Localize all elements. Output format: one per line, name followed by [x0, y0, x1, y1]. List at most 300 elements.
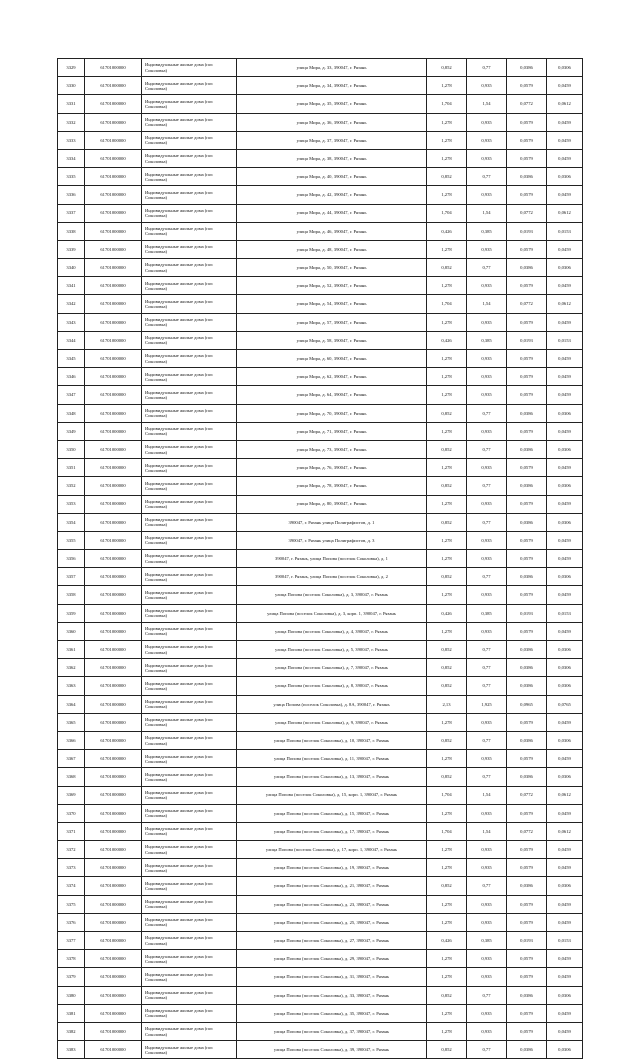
- row-number-cell: 3368: [58, 768, 85, 786]
- table-row: [58, 168, 583, 186]
- table-row: [58, 113, 583, 131]
- row-number-cell: 3370: [58, 804, 85, 822]
- oktmo-code-cell: 61701000000: [85, 149, 142, 167]
- value4-cell: 0,0306: [547, 877, 583, 895]
- value4-cell: 0,0459: [547, 149, 583, 167]
- value1-cell: 1,278: [427, 750, 467, 768]
- value2-cell: 1,54: [467, 786, 507, 804]
- building-type-cell: Индивидуальные жилые дома (пос Соколовка): [142, 350, 237, 368]
- building-type-cell: Индивидуальные жилые дома (пос Соколовка): [142, 240, 237, 258]
- value2-cell: 0,77: [467, 568, 507, 586]
- value4-cell: 0,0459: [547, 240, 583, 258]
- value2-cell: 0,77: [467, 677, 507, 695]
- value3-cell: 0,0386: [507, 259, 547, 277]
- table-row: [58, 622, 583, 640]
- value2-cell: 0,385: [467, 932, 507, 950]
- value3-cell: 0,0772: [507, 95, 547, 113]
- value3-cell: 0,0579: [507, 950, 547, 968]
- value1-cell: 1,278: [427, 368, 467, 386]
- value1-cell: 1,278: [427, 622, 467, 640]
- building-type-cell: Индивидуальные жилые дома (пос Соколовка): [142, 59, 237, 77]
- value4-cell: 0,0306: [547, 677, 583, 695]
- value4-cell: 0,0459: [547, 113, 583, 131]
- table-row: [58, 59, 583, 77]
- address-cell: улица Мира, д. 48, 390047, г. Рязань: [237, 240, 427, 258]
- address-cell: улица Попова (поселок Соколовка), д. 3, корп. 1, 390047, г. Рязань: [237, 604, 427, 622]
- value2-cell: 0,935: [467, 913, 507, 931]
- value2-cell: 0,935: [467, 1022, 507, 1040]
- value1-cell: 0,852: [427, 659, 467, 677]
- value2-cell: 0,935: [467, 622, 507, 640]
- row-number-cell: 3350: [58, 440, 85, 458]
- value2-cell: 0,77: [467, 641, 507, 659]
- value2-cell: 0,935: [467, 895, 507, 913]
- value4-cell: 0,0459: [547, 950, 583, 968]
- oktmo-code-cell: 61701000000: [85, 131, 142, 149]
- value1-cell: 0,852: [427, 641, 467, 659]
- building-type-cell: Индивидуальные жилые дома (пос Соколовка): [142, 841, 237, 859]
- row-number-cell: 3369: [58, 786, 85, 804]
- building-type-cell: Индивидуальные жилые дома (пос Соколовка): [142, 259, 237, 277]
- value4-cell: 0,0306: [547, 768, 583, 786]
- oktmo-code-cell: 61701000000: [85, 622, 142, 640]
- table-row: [58, 841, 583, 859]
- row-number-cell: 3341: [58, 277, 85, 295]
- value2-cell: 0,77: [467, 59, 507, 77]
- building-type-cell: Индивидуальные жилые дома (пос Соколовка): [142, 77, 237, 95]
- value4-cell: 0,0612: [547, 204, 583, 222]
- address-cell: улица Попова (поселок Соколовка), д. 3, 390047, г. Рязань: [237, 586, 427, 604]
- value3-cell: 0,0386: [507, 677, 547, 695]
- table-row: [58, 895, 583, 913]
- oktmo-code-cell: 61701000000: [85, 604, 142, 622]
- value2-cell: 0,935: [467, 313, 507, 331]
- value4-cell: 0,0306: [547, 168, 583, 186]
- value4-cell: 0,0153: [547, 932, 583, 950]
- table-row: [58, 204, 583, 222]
- address-cell: улица Попова (поселок Соколовка), д. 29, 390047, г. Рязань: [237, 950, 427, 968]
- value4-cell: 0,0459: [547, 350, 583, 368]
- address-cell: улица Попова (поселок Соколовка), д. 8А, 390047, г. Рязань: [237, 695, 427, 713]
- value1-cell: 1,278: [427, 131, 467, 149]
- building-type-cell: Индивидуальные жилые дома (пос Соколовка): [142, 677, 237, 695]
- address-cell: улица Мира, д. 44, 390047, г. Рязань: [237, 204, 427, 222]
- building-type-cell: Индивидуальные жилые дома (пос Соколовка): [142, 659, 237, 677]
- oktmo-code-cell: 61701000000: [85, 1022, 142, 1040]
- oktmo-code-cell: 61701000000: [85, 659, 142, 677]
- address-cell: улица Мира, д. 80, 390047, г. Рязань: [237, 495, 427, 513]
- oktmo-code-cell: 61701000000: [85, 168, 142, 186]
- value4-cell: 0,0306: [547, 986, 583, 1004]
- value1-cell: 1,278: [427, 895, 467, 913]
- value4-cell: 0,0306: [547, 440, 583, 458]
- building-type-cell: Индивидуальные жилые дома (пос Соколовка): [142, 331, 237, 349]
- address-cell: улица Мира, д. 42, 390047, г. Рязань: [237, 186, 427, 204]
- value2-cell: 0,77: [467, 731, 507, 749]
- oktmo-code-cell: 61701000000: [85, 750, 142, 768]
- row-number-cell: 3348: [58, 404, 85, 422]
- building-type-cell: Индивидуальные жилые дома (пос Соколовка): [142, 313, 237, 331]
- oktmo-code-cell: 61701000000: [85, 222, 142, 240]
- table-row: [58, 222, 583, 240]
- table-row: [58, 859, 583, 877]
- value3-cell: 0,0386: [507, 731, 547, 749]
- value3-cell: 0,0772: [507, 822, 547, 840]
- value1-cell: 2,13: [427, 695, 467, 713]
- oktmo-code-cell: 61701000000: [85, 786, 142, 804]
- row-number-cell: 3373: [58, 859, 85, 877]
- value2-cell: 0,77: [467, 659, 507, 677]
- value1-cell: 1,704: [427, 786, 467, 804]
- value2-cell: 0,935: [467, 1004, 507, 1022]
- address-cell: улица Попова (поселок Соколовка), д. 31, 390047, г. Рязань: [237, 968, 427, 986]
- oktmo-code-cell: 61701000000: [85, 277, 142, 295]
- value3-cell: 0,0386: [507, 986, 547, 1004]
- table-row: [58, 713, 583, 731]
- value1-cell: 0,852: [427, 731, 467, 749]
- address-cell: улица Мира, д. 60, 390047, г. Рязань: [237, 350, 427, 368]
- oktmo-code-cell: 61701000000: [85, 1041, 142, 1059]
- value3-cell: 0,0965: [507, 695, 547, 713]
- building-type-cell: Индивидуальные жилые дома (пос Соколовка): [142, 113, 237, 131]
- value3-cell: 0,0579: [507, 495, 547, 513]
- value3-cell: 0,0579: [507, 149, 547, 167]
- value2-cell: 0,935: [467, 368, 507, 386]
- value1-cell: 0,852: [427, 168, 467, 186]
- value4-cell: 0,0459: [547, 713, 583, 731]
- value3-cell: 0,0579: [507, 550, 547, 568]
- value1-cell: 1,278: [427, 277, 467, 295]
- building-type-cell: Индивидуальные жилые дома (пос Соколовка): [142, 295, 237, 313]
- value2-cell: 0,77: [467, 477, 507, 495]
- address-cell: улица Мира, д. 62, 390047, г. Рязань: [237, 368, 427, 386]
- oktmo-code-cell: 61701000000: [85, 331, 142, 349]
- value2-cell: 0,935: [467, 186, 507, 204]
- building-type-cell: Индивидуальные жилые дома (пос Соколовка): [142, 1041, 237, 1059]
- value2-cell: 0,935: [467, 422, 507, 440]
- value1-cell: 0,852: [427, 568, 467, 586]
- address-cell: улица Мира, д. 57, 390047, г. Рязань: [237, 313, 427, 331]
- oktmo-code-cell: 61701000000: [85, 568, 142, 586]
- building-type-cell: Индивидуальные жилые дома (пос Соколовка): [142, 1022, 237, 1040]
- table-row: [58, 368, 583, 386]
- table-row: [58, 513, 583, 531]
- value4-cell: 0,0459: [547, 622, 583, 640]
- value4-cell: 0,0459: [547, 895, 583, 913]
- value2-cell: 0,935: [467, 531, 507, 549]
- table-row: [58, 1041, 583, 1059]
- value3-cell: 0,0579: [507, 859, 547, 877]
- value4-cell: 0,0459: [547, 313, 583, 331]
- value1-cell: 1,278: [427, 422, 467, 440]
- table-row: [58, 240, 583, 258]
- oktmo-code-cell: 61701000000: [85, 986, 142, 1004]
- value1-cell: 1,278: [427, 859, 467, 877]
- value3-cell: 0,0386: [507, 440, 547, 458]
- value4-cell: 0,0459: [547, 386, 583, 404]
- value1-cell: 0,852: [427, 1041, 467, 1059]
- building-type-cell: Индивидуальные жилые дома (пос Соколовка): [142, 895, 237, 913]
- value2-cell: 0,935: [467, 131, 507, 149]
- address-cell: улица Попова (поселок Соколовка), д. 15, 390047, г. Рязань: [237, 804, 427, 822]
- address-cell: улица Попова (поселок Соколовка), д. 9, 390047, г. Рязань: [237, 713, 427, 731]
- building-type-cell: Индивидуальные жилые дома (пос Соколовка): [142, 477, 237, 495]
- oktmo-code-cell: 61701000000: [85, 422, 142, 440]
- table-row: [58, 131, 583, 149]
- address-cell: улица Попова (поселок Соколовка), д. 21, 390047, г. Рязань: [237, 877, 427, 895]
- oktmo-code-cell: 61701000000: [85, 186, 142, 204]
- value3-cell: 0,0579: [507, 1022, 547, 1040]
- table-row: [58, 77, 583, 95]
- value1-cell: 0,426: [427, 604, 467, 622]
- value1-cell: 0,852: [427, 259, 467, 277]
- address-cell: улица Мира, д. 46, 390047, г. Рязань: [237, 222, 427, 240]
- address-cell: улица Попова (поселок Соколовка), д. 33, 390047, г. Рязань: [237, 986, 427, 1004]
- oktmo-code-cell: 61701000000: [85, 513, 142, 531]
- row-number-cell: 3362: [58, 659, 85, 677]
- table-row: [58, 295, 583, 313]
- value2-cell: 0,935: [467, 750, 507, 768]
- oktmo-code-cell: 61701000000: [85, 386, 142, 404]
- value4-cell: 0,0153: [547, 604, 583, 622]
- value3-cell: 0,0579: [507, 459, 547, 477]
- oktmo-code-cell: 61701000000: [85, 822, 142, 840]
- building-type-cell: Индивидуальные жилые дома (пос Соколовка): [142, 731, 237, 749]
- value3-cell: 0,0579: [507, 586, 547, 604]
- row-number-cell: 3360: [58, 622, 85, 640]
- table-row: [58, 350, 583, 368]
- table-row: [58, 986, 583, 1004]
- table-row: [58, 913, 583, 931]
- row-number-cell: 3377: [58, 932, 85, 950]
- address-cell: улица Мира, д. 70, 390047, г. Рязань: [237, 404, 427, 422]
- value4-cell: 0,0459: [547, 186, 583, 204]
- value2-cell: 1,54: [467, 822, 507, 840]
- table-row: [58, 604, 583, 622]
- value3-cell: 0,0772: [507, 786, 547, 804]
- row-number-cell: 3330: [58, 77, 85, 95]
- value2-cell: 0,385: [467, 331, 507, 349]
- value1-cell: 0,852: [427, 677, 467, 695]
- oktmo-code-cell: 61701000000: [85, 677, 142, 695]
- building-type-cell: Индивидуальные жилые дома (пос Соколовка): [142, 495, 237, 513]
- address-cell: улица Попова (поселок Соколовка), д. 17, корп. 1, 390047, г. Рязань: [237, 841, 427, 859]
- value4-cell: 0,0765: [547, 695, 583, 713]
- value1-cell: 1,278: [427, 713, 467, 731]
- building-type-cell: Индивидуальные жилые дома (пос Соколовка): [142, 568, 237, 586]
- table-row: [58, 277, 583, 295]
- value3-cell: 0,0193: [507, 331, 547, 349]
- row-number-cell: 3334: [58, 149, 85, 167]
- value2-cell: 0,77: [467, 404, 507, 422]
- oktmo-code-cell: 61701000000: [85, 932, 142, 950]
- value1-cell: 1,278: [427, 841, 467, 859]
- row-number-cell: 3361: [58, 641, 85, 659]
- building-type-cell: Индивидуальные жилые дома (пос Соколовка): [142, 804, 237, 822]
- value4-cell: 0,0459: [547, 586, 583, 604]
- table-row: [58, 932, 583, 950]
- address-cell: улица Мира, д. 64, 390047, г. Рязань: [237, 386, 427, 404]
- value2-cell: 0,935: [467, 113, 507, 131]
- value4-cell: 0,0306: [547, 731, 583, 749]
- building-type-cell: Индивидуальные жилые дома (пос Соколовка): [142, 550, 237, 568]
- value4-cell: 0,0306: [547, 259, 583, 277]
- value1-cell: 0,852: [427, 59, 467, 77]
- table-row: [58, 950, 583, 968]
- value2-cell: 0,935: [467, 277, 507, 295]
- oktmo-code-cell: 61701000000: [85, 1004, 142, 1022]
- value2-cell: 0,935: [467, 859, 507, 877]
- table-row: [58, 1022, 583, 1040]
- value1-cell: 0,852: [427, 768, 467, 786]
- building-type-cell: Индивидуальные жилые дома (пос Соколовка): [142, 531, 237, 549]
- building-type-cell: Индивидуальные жилые дома (пос Соколовка): [142, 149, 237, 167]
- address-cell: улица Мира, д. 71, 390047, г. Рязань: [237, 422, 427, 440]
- oktmo-code-cell: 61701000000: [85, 440, 142, 458]
- value1-cell: 1,278: [427, 350, 467, 368]
- row-number-cell: 3344: [58, 331, 85, 349]
- value2-cell: 1,54: [467, 295, 507, 313]
- value1-cell: 1,278: [427, 531, 467, 549]
- address-cell: улица Мира, д. 37, 390047, г. Рязань: [237, 131, 427, 149]
- table-row: [58, 440, 583, 458]
- table-row: [58, 768, 583, 786]
- row-number-cell: 3376: [58, 913, 85, 931]
- value4-cell: 0,0153: [547, 331, 583, 349]
- address-cell: улица Попова (поселок Соколовка), д. 17, 390047, г. Рязань: [237, 822, 427, 840]
- address-cell: улица Мира, д. 76, 390047, г. Рязань: [237, 459, 427, 477]
- address-cell: улица Попова (поселок Соколовка), д. 23, 390047, г. Рязань: [237, 895, 427, 913]
- value4-cell: 0,0459: [547, 459, 583, 477]
- value3-cell: 0,0579: [507, 913, 547, 931]
- value1-cell: 1,278: [427, 77, 467, 95]
- table-row: [58, 695, 583, 713]
- value3-cell: 0,0579: [507, 313, 547, 331]
- value3-cell: 0,0579: [507, 531, 547, 549]
- value4-cell: 0,0459: [547, 550, 583, 568]
- value2-cell: 0,935: [467, 495, 507, 513]
- value2-cell: 0,935: [467, 804, 507, 822]
- value2-cell: 0,935: [467, 550, 507, 568]
- row-number-cell: 3332: [58, 113, 85, 131]
- value2-cell: 0,935: [467, 841, 507, 859]
- value3-cell: 0,0579: [507, 277, 547, 295]
- value2-cell: 0,935: [467, 240, 507, 258]
- value1-cell: 0,852: [427, 477, 467, 495]
- row-number-cell: 3359: [58, 604, 85, 622]
- value3-cell: 0,0579: [507, 750, 547, 768]
- value2-cell: 0,935: [467, 77, 507, 95]
- value1-cell: 0,426: [427, 331, 467, 349]
- table-row: [58, 750, 583, 768]
- oktmo-code-cell: 61701000000: [85, 713, 142, 731]
- value3-cell: 0,0386: [507, 877, 547, 895]
- row-number-cell: 3355: [58, 531, 85, 549]
- table-row: [58, 877, 583, 895]
- value4-cell: 0,0459: [547, 368, 583, 386]
- value3-cell: 0,0579: [507, 131, 547, 149]
- address-cell: улица Мира, д. 35, 390047, г. Рязань: [237, 95, 427, 113]
- oktmo-code-cell: 61701000000: [85, 950, 142, 968]
- value4-cell: 0,0459: [547, 422, 583, 440]
- value1-cell: 1,704: [427, 822, 467, 840]
- row-number-cell: 3354: [58, 513, 85, 531]
- value4-cell: 0,0306: [547, 568, 583, 586]
- value1-cell: 0,852: [427, 877, 467, 895]
- value3-cell: 0,0386: [507, 641, 547, 659]
- value4-cell: 0,0306: [547, 513, 583, 531]
- building-type-cell: Индивидуальные жилые дома (пос Соколовка): [142, 422, 237, 440]
- row-number-cell: 3356: [58, 550, 85, 568]
- row-number-cell: 3363: [58, 677, 85, 695]
- value2-cell: 0,77: [467, 168, 507, 186]
- table-row: [58, 586, 583, 604]
- address-cell: улица Попова (поселок Соколовка), д. 13, 390047, г. Рязань: [237, 768, 427, 786]
- value3-cell: 0,0579: [507, 968, 547, 986]
- value4-cell: 0,0612: [547, 295, 583, 313]
- value1-cell: 1,278: [427, 149, 467, 167]
- address-cell: улица Попова (поселок Соколовка), д. 7, 390047, г. Рязань: [237, 659, 427, 677]
- value1-cell: 1,278: [427, 1022, 467, 1040]
- oktmo-code-cell: 61701000000: [85, 295, 142, 313]
- value1-cell: 0,852: [427, 513, 467, 531]
- row-number-cell: 3349: [58, 422, 85, 440]
- table-row: [58, 822, 583, 840]
- building-type-cell: Индивидуальные жилые дома (пос Соколовка): [142, 877, 237, 895]
- address-cell: улица Мира, д. 58, 390047, г. Рязань: [237, 331, 427, 349]
- oktmo-code-cell: 61701000000: [85, 368, 142, 386]
- oktmo-code-cell: 61701000000: [85, 59, 142, 77]
- row-number-cell: 3347: [58, 386, 85, 404]
- value3-cell: 0,0579: [507, 350, 547, 368]
- table-row: [58, 477, 583, 495]
- building-type-cell: Индивидуальные жилые дома (пос Соколовка): [142, 822, 237, 840]
- address-cell: улица Попова (поселок Соколовка), д. 27, 390047, г. Рязань: [237, 932, 427, 950]
- value2-cell: 0,385: [467, 604, 507, 622]
- value1-cell: 1,278: [427, 586, 467, 604]
- building-type-cell: Индивидуальные жилые дома (пос Соколовка): [142, 622, 237, 640]
- value3-cell: 0,0386: [507, 1041, 547, 1059]
- building-type-cell: Индивидуальные жилые дома (пос Соколовка): [142, 513, 237, 531]
- row-number-cell: 3364: [58, 695, 85, 713]
- building-type-cell: Индивидуальные жилые дома (пос Соколовка): [142, 859, 237, 877]
- value1-cell: 0,852: [427, 986, 467, 1004]
- value3-cell: 0,0579: [507, 804, 547, 822]
- value3-cell: 0,0579: [507, 186, 547, 204]
- row-number-cell: 3378: [58, 950, 85, 968]
- value1-cell: 1,278: [427, 240, 467, 258]
- value2-cell: 0,935: [467, 149, 507, 167]
- building-type-cell: Индивидуальные жилые дома (пос Соколовка): [142, 1004, 237, 1022]
- value1-cell: 1,278: [427, 950, 467, 968]
- value3-cell: 0,0579: [507, 240, 547, 258]
- row-number-cell: 3357: [58, 568, 85, 586]
- address-cell: улица Попова (поселок Соколовка), д. 11, 390047, г. Рязань: [237, 750, 427, 768]
- row-number-cell: 3365: [58, 713, 85, 731]
- value3-cell: 0,0579: [507, 422, 547, 440]
- address-cell: 390047, г. Рязань, улица Попова (поселок Соколовка), д. 1: [237, 550, 427, 568]
- address-cell: улица Попова (поселок Соколовка), д. 8, 390047, г. Рязань: [237, 677, 427, 695]
- value1-cell: 1,278: [427, 1004, 467, 1022]
- value3-cell: 0,0579: [507, 1004, 547, 1022]
- address-cell: улица Попова (поселок Соколовка), д. 25, 390047, г. Рязань: [237, 913, 427, 931]
- value1-cell: 0,426: [427, 222, 467, 240]
- value1-cell: 1,278: [427, 495, 467, 513]
- row-number-cell: 3329: [58, 59, 85, 77]
- value2-cell: 0,77: [467, 259, 507, 277]
- value3-cell: 0,0772: [507, 295, 547, 313]
- value1-cell: 1,278: [427, 804, 467, 822]
